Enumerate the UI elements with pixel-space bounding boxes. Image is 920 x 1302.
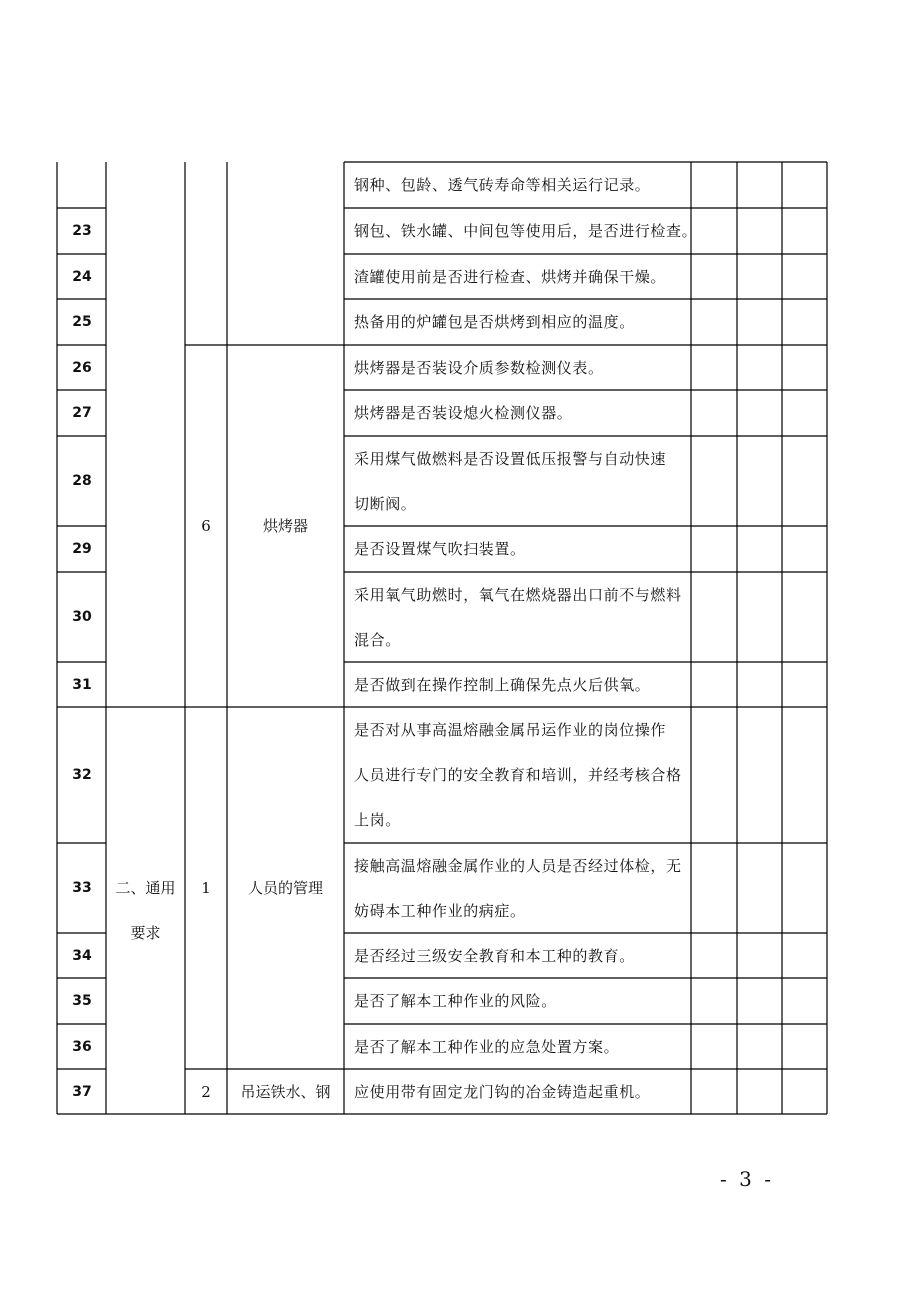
check-item-text: 接触高温熔融金属作业的人员是否经过体检，无 — [354, 857, 682, 875]
check-item-text: 是否对从事高温熔融金属吊运作业的岗位操作 — [354, 721, 667, 739]
check-item-text: 混合。 — [354, 631, 401, 649]
item-name: 人员的管理 — [247, 879, 323, 897]
item-number: 1 — [201, 879, 211, 897]
row-number: 24 — [72, 269, 92, 285]
row-number: 35 — [72, 993, 92, 1009]
check-item-text: 热备用的炉罐包是否烘烤到相应的温度。 — [354, 313, 635, 331]
row-number: 27 — [72, 405, 92, 421]
row-number: 34 — [72, 948, 92, 964]
check-item-text: 烘烤器是否装设介质参数检测仪表。 — [354, 359, 604, 377]
row-number: 25 — [72, 314, 92, 330]
check-item-text: 烘烤器是否装设熄火检测仪器。 — [354, 404, 573, 422]
row-number: 36 — [72, 1039, 92, 1055]
check-item-text: 钢种、包龄、透气砖寿命等相关运行记录。 — [354, 176, 651, 194]
row-number: 37 — [72, 1084, 92, 1100]
category-label: 要求 — [130, 924, 161, 942]
check-item-text: 是否了解本工种作业的风险。 — [354, 992, 557, 1010]
check-item-text: 是否了解本工种作业的应急处置方案。 — [354, 1038, 620, 1056]
row-number: 33 — [72, 880, 92, 896]
check-item-text: 渣罐使用前是否进行检查、烘烤并确保干燥。 — [354, 268, 667, 286]
page-number: - 3 - — [720, 1167, 774, 1191]
check-item-text: 切断阀。 — [354, 495, 417, 513]
check-item-text: 是否设置煤气吹扫装置。 — [354, 540, 526, 558]
check-item-text: 采用煤气做燃料是否设置低压报警与自动快速 — [354, 450, 667, 468]
row-number: 29 — [72, 541, 92, 557]
row-number: 32 — [72, 767, 92, 783]
check-item-text: 上岗。 — [354, 811, 401, 829]
item-name: 烘烤器 — [262, 517, 308, 535]
row-number: 26 — [72, 360, 92, 376]
item-number: 6 — [201, 517, 211, 535]
item-number: 2 — [201, 1083, 211, 1101]
row-number: 28 — [72, 473, 92, 489]
check-item-text: 钢包、铁水罐、中间包等使用后，是否进行检查。 — [354, 222, 698, 240]
item-name: 吊运铁水、钢 — [240, 1083, 331, 1101]
row-number: 23 — [72, 223, 92, 239]
check-item-text: 采用氧气助燃时，氧气在燃烧器出口前不与燃料 — [354, 586, 682, 604]
check-item-text: 人员进行专门的安全教育和培训，并经考核合格 — [354, 766, 682, 784]
row-number: 31 — [72, 677, 92, 693]
check-item-text: 妨碍本工种作业的病症。 — [354, 902, 526, 920]
row-number: 30 — [72, 609, 92, 625]
check-item-text: 应使用带有固定龙门钩的冶金铸造起重机。 — [354, 1083, 651, 1101]
category-label: 二、通用 — [115, 879, 176, 897]
check-item-text: 是否做到在操作控制上确保先点火后供氧。 — [354, 676, 651, 694]
check-item-text: 是否经过三级安全教育和本工种的教育。 — [354, 947, 635, 965]
